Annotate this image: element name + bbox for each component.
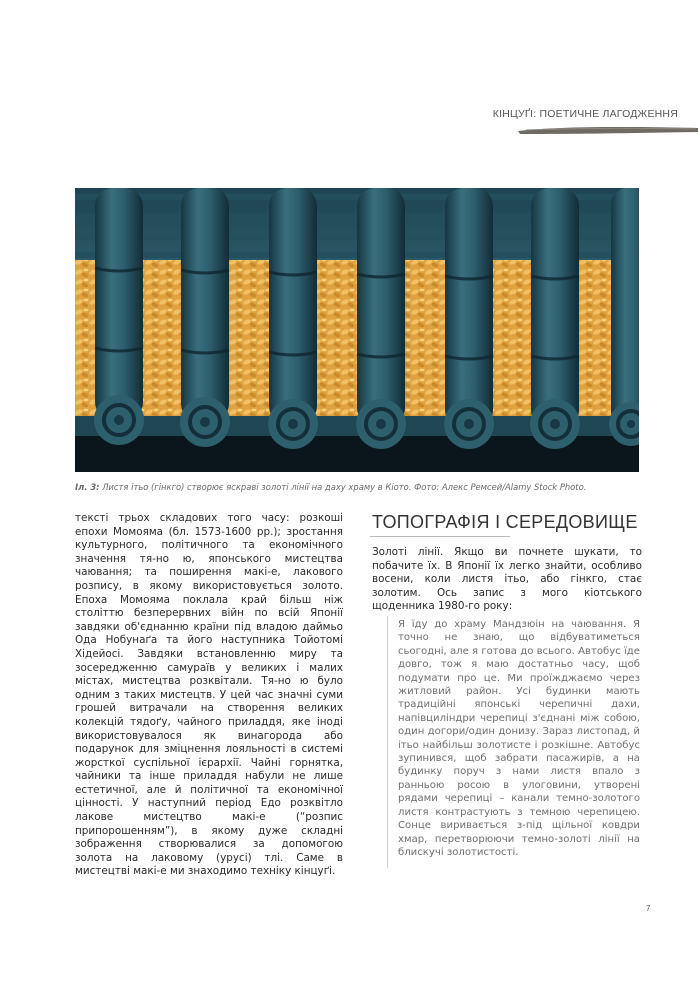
roof-tiles-ginkgo-photo	[75, 188, 639, 472]
heading-underline	[370, 536, 510, 537]
photo-caption	[75, 482, 639, 493]
page-number: 7	[646, 904, 651, 913]
left-column-text: тексті трьох складових того часу: розкоші епохи Момояма (бл. 1573-1600 рр.); зростання культурного, політичного та економічного значення тя-но ю, японського мистецтва чаювання; та поширення макі-е, лакового розпису, в якому використовується золото. Епоха Момояма поклала край більш ніж століттю безперервних війн по всій Японії завдяки об'єднанню країни під владою даймьо Ода Нобунаґа та його наступника Тойотомі Хідейосі. Завдяки встановленню миру та зосередженню самураїв у великих і малих містах, мистецтва розквітали. Тя-но ю було одним з таких мистецтв. У цей час значні суми грошей витрачали на створення великих колекцій тядоґу, чайного приладдя, яке іноді використовувалося як винагорода або подарунок для зміцнення лояльності в системі жорсткої суспільної ієрархії. Чайні горнятка, чайники та інше приладдя набули не лише естетичної, але й політичної та економічної цінності. У наступний період Едо розквітло лакове мистецтво макі-е (“розпис припорошенням”), в якому дуже складні зображення створювалися за допомогою золота на лаковому (урусі) тлі. Саме в мистецтві макі-е ми знаходимо техніку кінцуґі.	[75, 512, 343, 878]
diary-quote: Я їду до храму Мандзюін на чаювання. Я точно не знаю, що відбуватиметься сьогодні, але я готова до всього. Автобус їде довго, тож я маю достатньо часу, щоб подумати про це. Ми проїжджаємо через житловий район. Усі будинки мають традиційні японські черепичні дахи, напівциліндри черепиці з'єднані між собою, один догори/один донизу. Зараз листопад, й ітьо найбільш золотисте і розкішне. Автобус зупинився, щоб забрати пасажирів, а на будинку поруч з нами листя впало з ранньою росою в улоговини, утворені рядами черепиці – канали темно-золотого листя контрастують з темною черепицею. Сонце виривається з-під щільної ковдри хмар, перетворюючи темно-золоті лінії на блискучі золотистості.	[398, 619, 640, 858]
caption-label: Іл. 3:	[75, 482, 100, 492]
brush-stroke-decoration	[516, 122, 700, 138]
quote-divider	[387, 616, 388, 868]
section-heading: ТОПОГРАФІЯ І СЕРЕДОВИЩЕ	[372, 512, 638, 532]
right-column-intro: Золоті лінії. Якщо ви почнете шукати, то побачите їх. В Японії їх легко знайти, особливо восени, коли листя ітьо, або гінкго, стає золотим. Ось запис з мого кіотського щоденника 1980-го року:	[372, 546, 642, 613]
running-header: КІНЦУҐІ: ПОЕТИЧНЕ ЛАГОДЖЕННЯ	[492, 108, 678, 120]
caption-text: Листя ітьо (гінкго) створює яскраві золоті лінії на даху храму в Кіото. Фото: Алекс Ремсей/Alamy Stock Photo.	[99, 482, 587, 492]
